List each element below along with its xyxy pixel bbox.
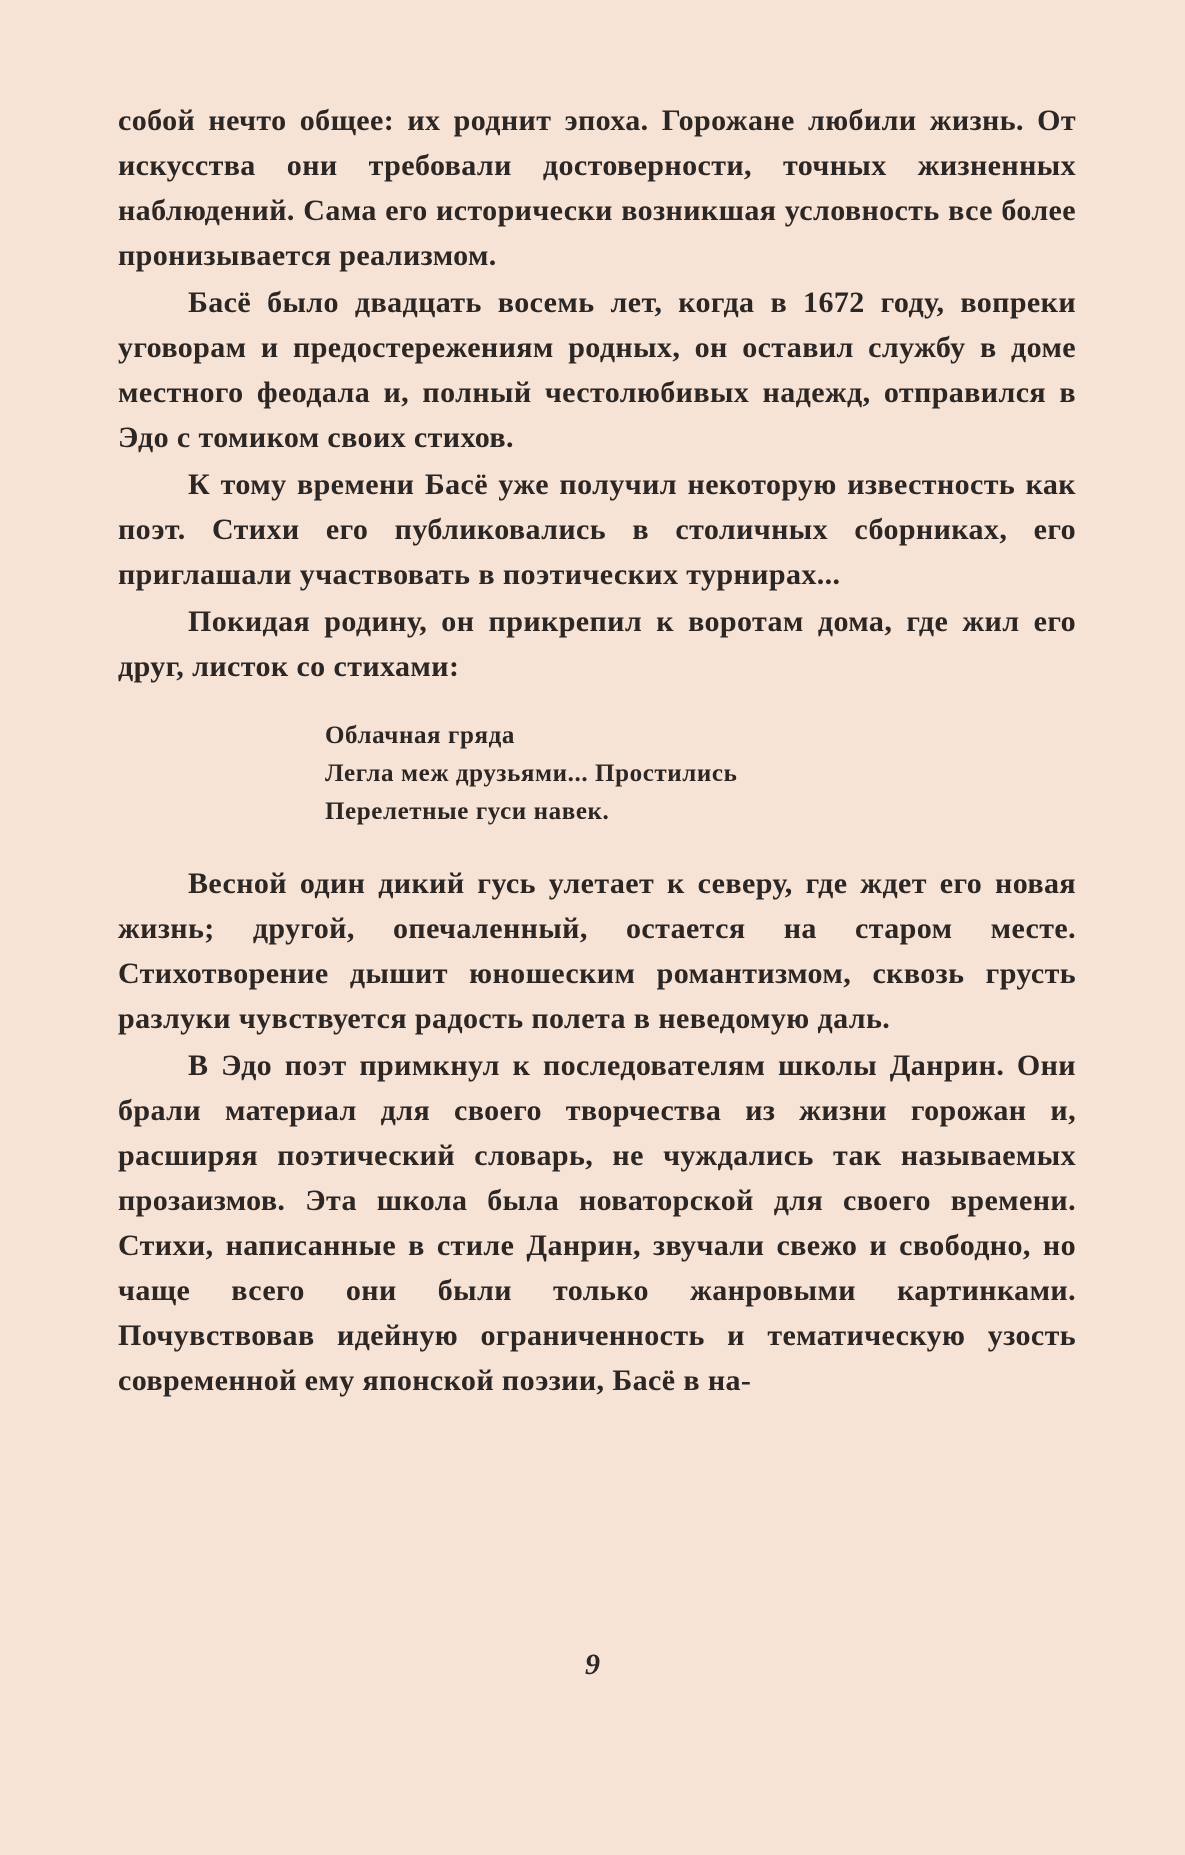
poem-line: Облачная гряда: [325, 722, 515, 749]
paragraph: Весной один дикий гусь улетает к северу, где ждет его новая жизнь; другой, опечаленный, остается на старом месте. Стихотворение дышит юношеским романтизмом, сквозь грусть разлуки чувствуется радость полета в неведомую даль.: [118, 867, 1076, 1035]
paragraph: Покидая родину, он прикрепил к воротам дома, где жил его друг, листок со стихами:: [118, 605, 1076, 683]
paragraph: К тому времени Басё уже получил некоторую известность как поэт. Стихи его публиковались в столичных сборниках, его приглашали участвовать в поэтических турнирах...: [118, 468, 1076, 591]
poem-line: Легла меж друзьями... Простились: [325, 760, 738, 787]
paragraph: В Эдо поэт примкнул к последователям школы Данрин. Они брали материал для своего творчества из жизни горожан и, расширяя поэтический словарь, не чуждались так называемых прозаизмов. Эта школа была новаторской для своего времени. Стихи, написанные в стиле Данрин, звучали свежо и свободно, но чаще всего они были только жанровыми картинками. Почувствовав идейную ограниченность и тематическую узость современной ему японской поэзии, Басё в на-: [118, 1049, 1076, 1397]
page-number: 9: [585, 1648, 600, 1681]
poem-line: Перелетные гуси навек.: [325, 798, 610, 825]
paragraph: Басё было двадцать восемь лет, когда в 1672 году, вопреки уговорам и предостережениям родных, он оставил службу в доме местного феодала и, полный честолюбивых надежд, отправился в Эдо с томиком своих стихов.: [118, 286, 1076, 454]
poem: [325, 717, 1076, 831]
paragraph: собой нечто общее: их роднит эпоха. Горожане любили жизнь. От искусства они требовали достоверности, точных жизненных наблюдений. Сама его исторически возникшая условность все более пронизывается реализмом.: [118, 104, 1076, 272]
page-text: [118, 98, 1076, 1405]
